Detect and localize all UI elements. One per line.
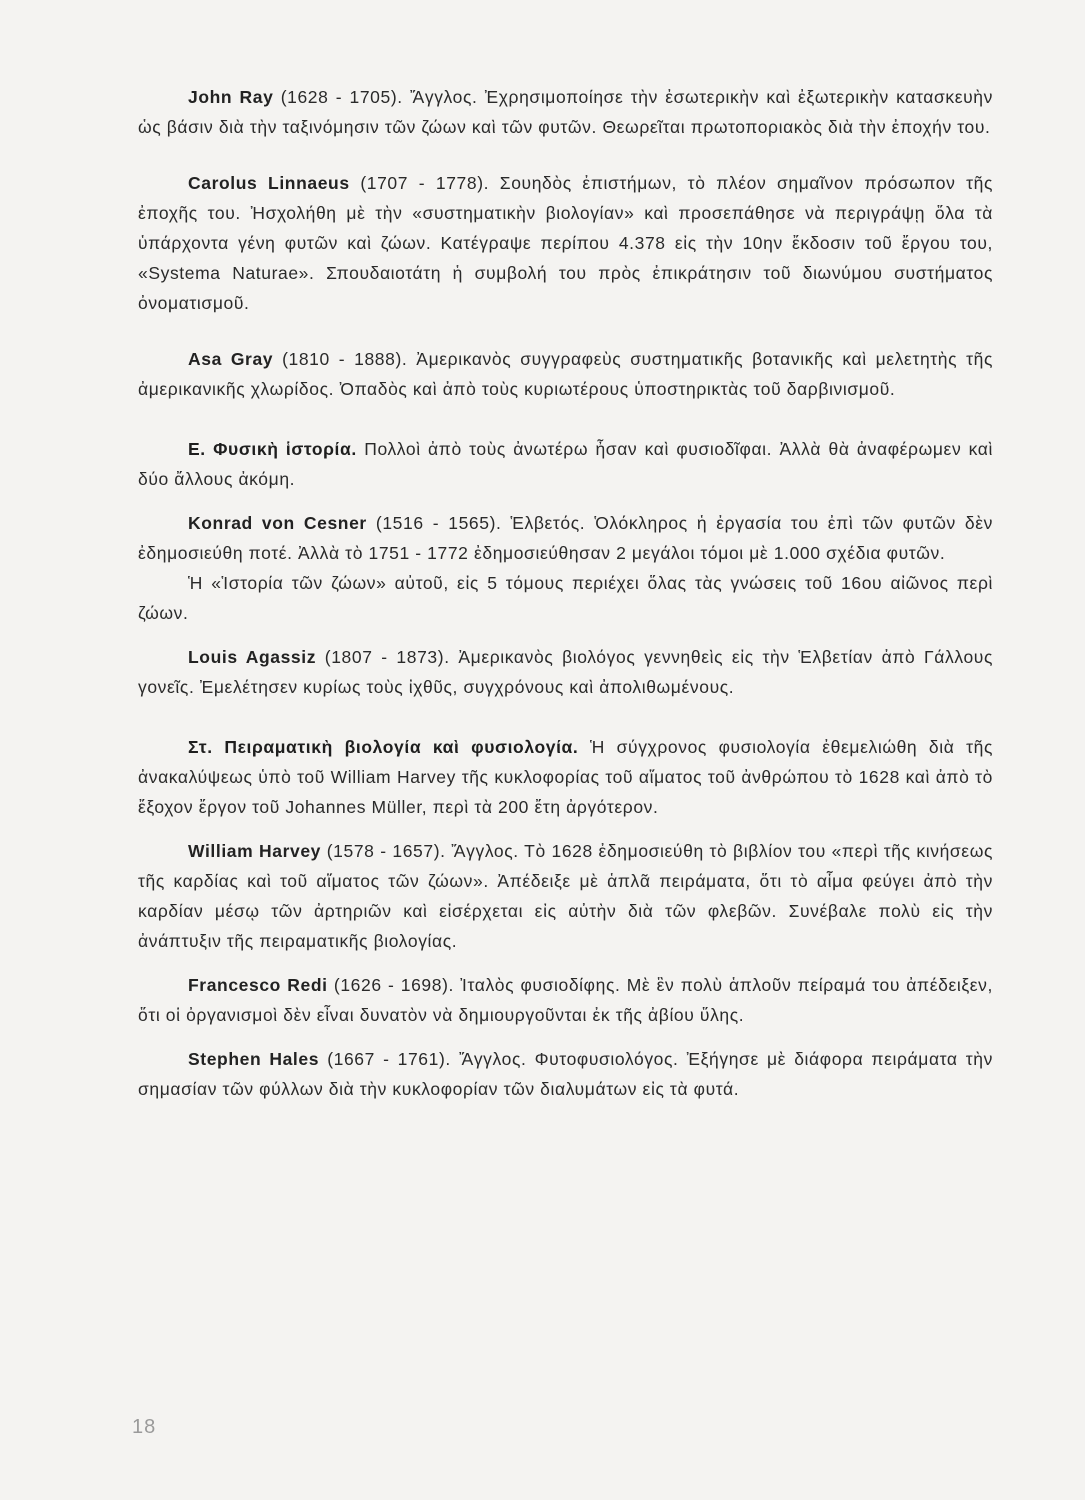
- entry-louis-agassiz: [138, 642, 993, 702]
- entry-text: (1810 - 1888). Ἀμερικανὸς συγγραφεὺς συστηματικῆς βοτανικῆς καὶ μελετητὴς τῆς ἀμερικανικῆς χλωρίδος. Ὀπαδὸς καὶ ἀπὸ τοὺς κυριωτέρους ὑποστηρικτὰς τοῦ δαρβινισμοῦ.: [138, 349, 993, 399]
- entry-francesco-redi: [138, 970, 993, 1030]
- entry-name: William Harvey: [188, 841, 322, 861]
- section-heading: Στ. Πειραματικὴ βιολογία καὶ φυσιολογία.: [188, 737, 579, 757]
- page-number: 18: [132, 1416, 157, 1438]
- section-natural-history: [138, 434, 993, 494]
- entry-stephen-hales: [138, 1044, 993, 1104]
- entry-konrad-von-cesner: [138, 508, 993, 568]
- entry-name: Stephen Hales: [188, 1049, 320, 1069]
- entry-name: Louis Agassiz: [188, 647, 317, 667]
- section-heading: Ε. Φυσικὴ ἱστορία.: [188, 439, 357, 459]
- entry-name: Carolus Linnaeus: [188, 173, 350, 193]
- page-body: [138, 82, 993, 1104]
- entry-text: (1578 - 1657). Ἄγγλος. Τὸ 1628 ἐδημοσιεύθη τὸ βιβλίον του «περὶ τῆς κινήσεως τῆς καρδίας καὶ τοῦ αἵματος τῶν ζώων». Ἀπέδειξε μὲ ἁπλᾶ πειράματα, ὅτι τὸ αἷμα φεύγει ἀπὸ τὴν καρδίαν μέσῳ τῶν ἀρτηριῶν καὶ εἰσέρχεται εἰς αὐτὴν διὰ τῶν φλεβῶν. Συνέβαλε πολὺ εἰς τὴν ἀνάπτυξιν τῆς πειραματικῆς βιολογίας.: [138, 841, 994, 951]
- entry-text: (1807 - 1873). Ἀμερικανὸς βιολόγος γεννηθεὶς εἰς τὴν Ἑλβετίαν ἀπὸ Γάλλους γονεῖς. Ἐμελέτησεν κυρίως τοὺς ἰχθῦς, συγχρόνους καὶ ἀπολιθωμένους.: [138, 647, 993, 697]
- entry-name: Francesco Redi: [188, 975, 328, 995]
- entry-john-ray: [138, 82, 993, 142]
- section-experimental-biology: [138, 732, 993, 822]
- entry-carolus-linnaeus: [138, 168, 993, 318]
- entry-text: (1707 - 1778). Σουηδὸς ἐπιστήμων, τὸ πλέον σημαῖνον πρόσωπον τῆς ἐποχῆς του. Ἠσχολήθη μὲ τὴν «συστηματικὴν βιολογίαν» καὶ προσεπάθησε νὰ περιγράψῃ ὅλα τὰ ὑπάρχοντα γένη φυτῶν καὶ ζώων. Κατέγραψε περίπου 4.378 εἰς τὴν 10ην ἔκδοσιν τοῦ ἔργου του, «Systema Naturae». Σπουδαιοτάτη ἡ συμβολή του πρὸς ἐπικράτησιν τοῦ διωνύμου συστήματος ὀνοματισμοῦ.: [138, 173, 993, 313]
- entry-text: (1628 - 1705). Ἄγγλος. Ἐχρησιμοποίησε τὴν ἐσωτερικὴν καὶ ἐξωτερικὴν κατασκευὴν ὡς βάσιν διὰ τὴν ταξινόμησιν τῶν ζώων καὶ τῶν φυτῶν. Θεωρεῖται πρωτοποριακὸς διὰ τὴν ἐποχήν του.: [138, 87, 993, 137]
- entry-william-harvey: [138, 836, 993, 956]
- entry-asa-gray: [138, 344, 993, 404]
- section-text: Πολλοὶ ἀπὸ τοὺς ἀνωτέρω ἦσαν καὶ φυσιοδῖφαι. Ἀλλὰ θὰ ἀναφέρωμεν καὶ δύο ἄλλους ἀκόμη.: [138, 439, 994, 489]
- entry-history-of-animals: [138, 568, 993, 628]
- entry-name: Konrad von Cesner: [188, 513, 367, 533]
- entry-text: (1516 - 1565). Ἑλβετός. Ὁλόκληρος ἡ ἐργασία του ἐπὶ τῶν φυτῶν δὲν ἐδημοσιεύθη ποτέ. Ἀλλὰ τὸ 1751 - 1772 ἐδημοσιεύθησαν 2 μεγάλοι τόμοι μὲ 1.000 σχέδια φυτῶν.: [138, 513, 994, 563]
- entry-name: Asa Gray: [188, 349, 274, 369]
- entry-text: Ἡ «Ἱστορία τῶν ζώων» αὐτοῦ, εἰς 5 τόμους περιέχει ὅλας τὰς γνώσεις τοῦ 16ου αἰῶνος περὶ ζώων.: [138, 573, 993, 623]
- entry-text: (1626 - 1698). Ἰταλὸς φυσιοδίφης. Μὲ ἓν πολὺ ἁπλοῦν πείραμά του ἀπέδειξεν, ὅτι οἱ ὀργανισμοὶ δὲν εἶναι δυνατὸν νὰ δημιουργοῦνται ἐκ τῆς ἀβίου ὕλης.: [138, 975, 993, 1025]
- entry-name: John Ray: [188, 87, 274, 107]
- entry-text: (1667 - 1761). Ἄγγλος. Φυτοφυσιολόγος. Ἐξήγησε μὲ διάφορα πειράματα τὴν σημασίαν τῶν φύλλων διὰ τὴν κυκλοφορίαν τῶν διαλυμάτων εἰς τὰ φυτά.: [138, 1049, 993, 1099]
- section-text: Ἡ σύγχρονος φυσιολογία ἐθεμελιώθη διὰ τῆς ἀνακαλύψεως ὑπὸ τοῦ William Harvey τῆς κυκλοφορίας τοῦ αἵματος τοῦ ἀνθρώπου τὸ 1628 καὶ ἀπὸ τὸ ἔξοχον ἔργον τοῦ Johannes Müller, περὶ τὰ 200 ἔτη ἀργότερον.: [138, 737, 993, 817]
